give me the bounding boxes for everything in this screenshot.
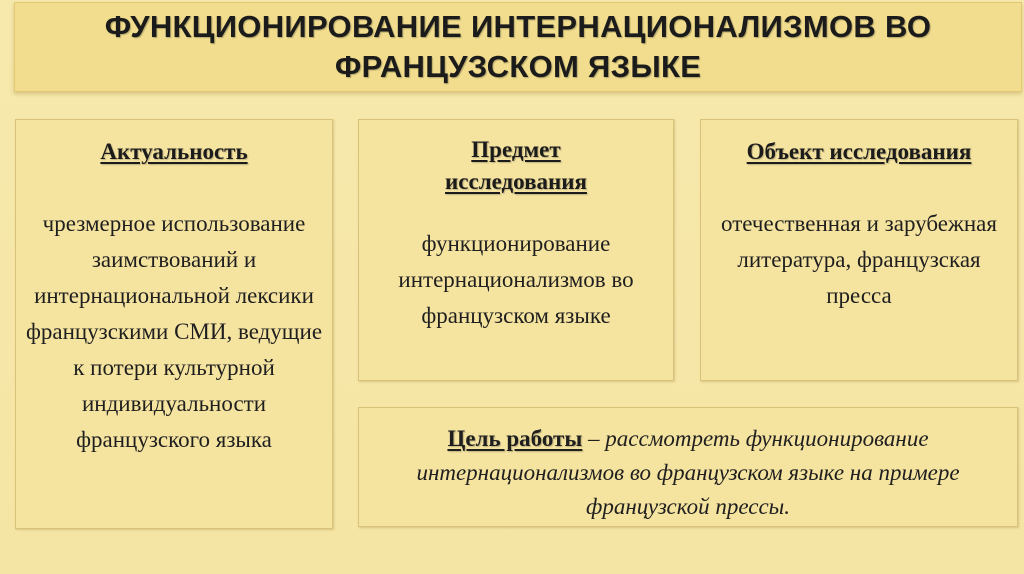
research-subject-text: функционирование интернационализмов во французском языке <box>398 231 634 328</box>
research-object-heading: Объект исследования <box>746 139 972 164</box>
relevance-text: чрезмерное использование заимствований и интернациональной лексики французскими СМИ, ведущие к потери культурной индивидуальности французского языка <box>25 211 323 452</box>
title-banner <box>14 2 1022 92</box>
research-subject-box <box>358 119 674 381</box>
relevance-heading: Актуальность <box>100 139 248 164</box>
relevance-box <box>15 119 333 529</box>
research-object-box <box>700 119 1018 381</box>
goal-statement <box>375 422 1001 524</box>
research-subject-heading: Предмет исследования <box>445 137 587 194</box>
goal-text: – рассмотреть функционирование интернационализмов во французском языке на примере французской прессы. <box>416 426 960 519</box>
research-object-text: отечественная и зарубежная литература, французская пресса <box>721 211 997 308</box>
slide-title: ФУНКЦИОНИРОВАНИЕ ИНТЕРНАЦИОНАЛИЗМОВ ВО ФРАНЦУЗСКОМ ЯЗЫКЕ <box>104 9 932 84</box>
goal-box <box>358 407 1018 527</box>
goal-label: Цель работы <box>447 426 583 451</box>
